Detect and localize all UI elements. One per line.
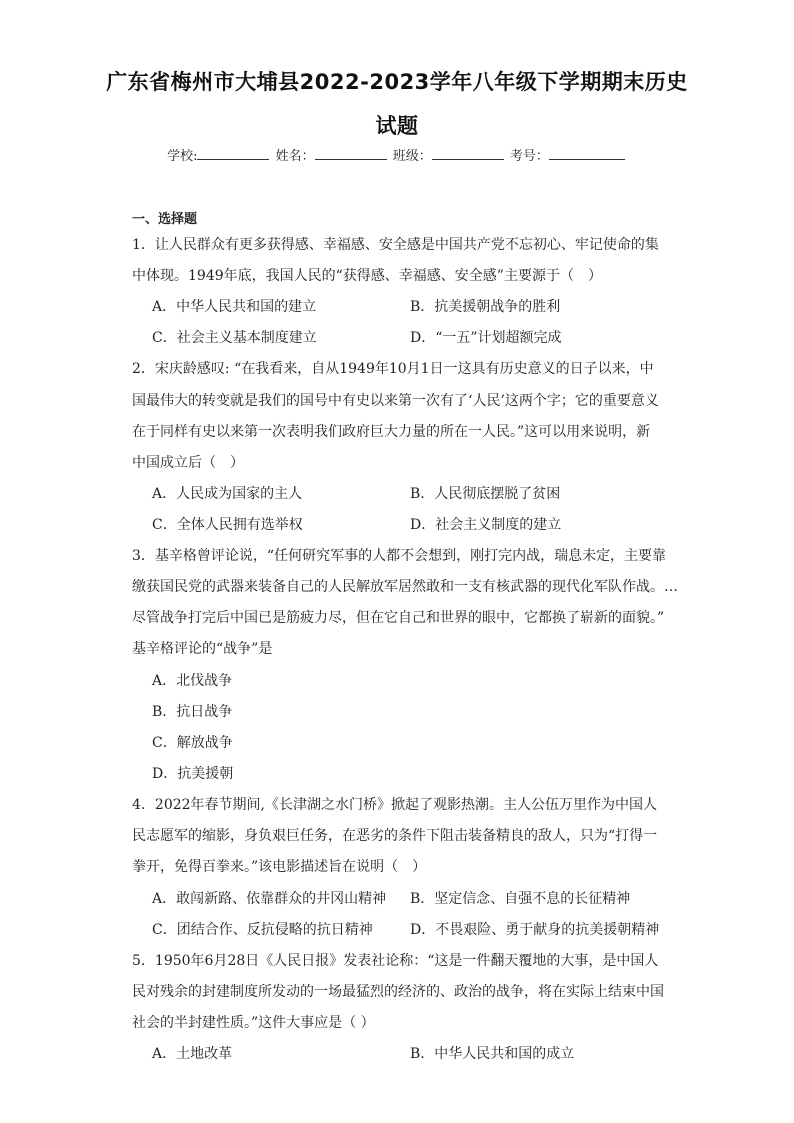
page-title-continued: 试题 — [375, 114, 419, 138]
question-2-line-2: 国最伟大的转变就是我们的国号中有史以来第一次有了‘人民’这两个字；它的重要意义 — [132, 393, 659, 409]
question-2-option-b: B．人民彻底摆脱了贫困 — [410, 486, 561, 502]
question-3-option-c: C．解放战争 — [152, 735, 233, 751]
class-blank — [432, 147, 504, 160]
question-4-option-d: D．不畏艰险、勇于献身的抗美援朝精神 — [410, 922, 660, 938]
question-3-option-d: D．抗美援朝 — [152, 766, 234, 782]
question-4-line-1: 4．2022年春节期间,《长津湖之水门桥》掀起了观影热潮。主人公伍万里作为中国人 — [132, 797, 657, 813]
question-2-line-4: 中国成立后（ ） — [132, 455, 244, 471]
question-1-option-c: C．社会主义基本制度建立 — [152, 330, 317, 346]
class-label: 班级： — [392, 149, 432, 164]
question-4-line-2: 民志愿军的缩影，身负艰巨任务，在恶劣的条件下阻击装备精良的敌人，只为“打得一 — [132, 828, 658, 844]
question-4-line-3: 拳开，免得百拳来。”该电影描述旨在说明（ ） — [132, 859, 427, 875]
name-label: 姓名： — [275, 149, 315, 164]
name-blank — [315, 147, 387, 160]
page-title: 广东省梅州市大埔县2022-2023学年八年级下学期期末历史 — [106, 70, 688, 94]
question-1-option-b: B．抗美援朝战争的胜利 — [410, 299, 561, 315]
question-3-line-3: 尽管战争打完后中国已是筋疲力尽，但在它自己和世界的眼中，它都换了崭新的面貌。” — [132, 610, 665, 626]
question-2-line-3: 在于同样有史以来第一次表明我们政府巨大力量的所在一人民。”这可以用来说明，新 — [132, 424, 651, 440]
question-3-option-a: A．北伐战争 — [152, 673, 233, 689]
question-1-line-1: 1．让人民群众有更多获得感、幸福感、安全感是中国共产党不忘初心、牢记使命的集 — [132, 237, 659, 253]
question-3-line-4: 基辛格评论的“战争”是 — [132, 641, 273, 657]
question-2-option-a: A．人民成为国家的主人 — [152, 486, 303, 502]
school-blank — [197, 147, 269, 160]
question-1-line-2: 中体现。1949年底，我国人民的“获得感、幸福感、安全感”主要源于（ ） — [132, 268, 602, 284]
question-1-option-a: A．中华人民共和国的建立 — [152, 299, 317, 315]
section-title: 一、选择题 — [132, 212, 198, 227]
question-5-line-3: 社会的半封建性质。”这件大事应是（ ） — [132, 1015, 375, 1031]
exam-number-label: 考号： — [509, 149, 549, 164]
question-5-option-b: B．中华人民共和国的成立 — [410, 1046, 575, 1062]
question-3-line-2: 缴获国民党的武器来装备自己的人民解放军居然敢和一支有核武器的现代化军队作战。… — [132, 579, 678, 595]
question-1-option-d: D．“一五”计划超额完成 — [410, 330, 562, 346]
question-2-option-c: C．全体人民拥有选举权 — [152, 517, 303, 533]
question-2-line-1: 2．宋庆龄感叹: “在我看来，自从1949年10月1日一这具有历史意义的日子以来，中 — [132, 361, 654, 377]
question-3-line-1: 3．基辛格曾评论说，“任何研究军事的人都不会想到，刚打完内战，瑞息未定，主要靠 — [132, 548, 667, 564]
student-info-row — [0, 145, 794, 164]
question-4-option-c: C．团结合作、反抗侵略的抗日精神 — [152, 922, 373, 938]
question-4-option-a: A．敢闯新路、依靠群众的井冈山精神 — [152, 891, 387, 907]
question-5-option-a: A．土地改革 — [152, 1046, 233, 1062]
question-2-option-d: D．社会主义制度的建立 — [410, 517, 562, 533]
question-5-line-2: 民对残余的封建制度所发动的一场最猛烈的经济的、政治的战争，将在实际上结束中国 — [132, 984, 664, 1000]
question-3-option-b: B．抗日战争 — [152, 704, 233, 720]
school-label: 学校: — [167, 149, 198, 164]
exam-number-blank — [549, 147, 625, 160]
question-5-line-1: 5．1950年6月28日《人民日报》发表社论称：“这是一件翻天覆地的大事，是中国人 — [132, 953, 659, 969]
question-4-option-b: B．坚定信念、自强不息的长征精神 — [410, 891, 631, 907]
